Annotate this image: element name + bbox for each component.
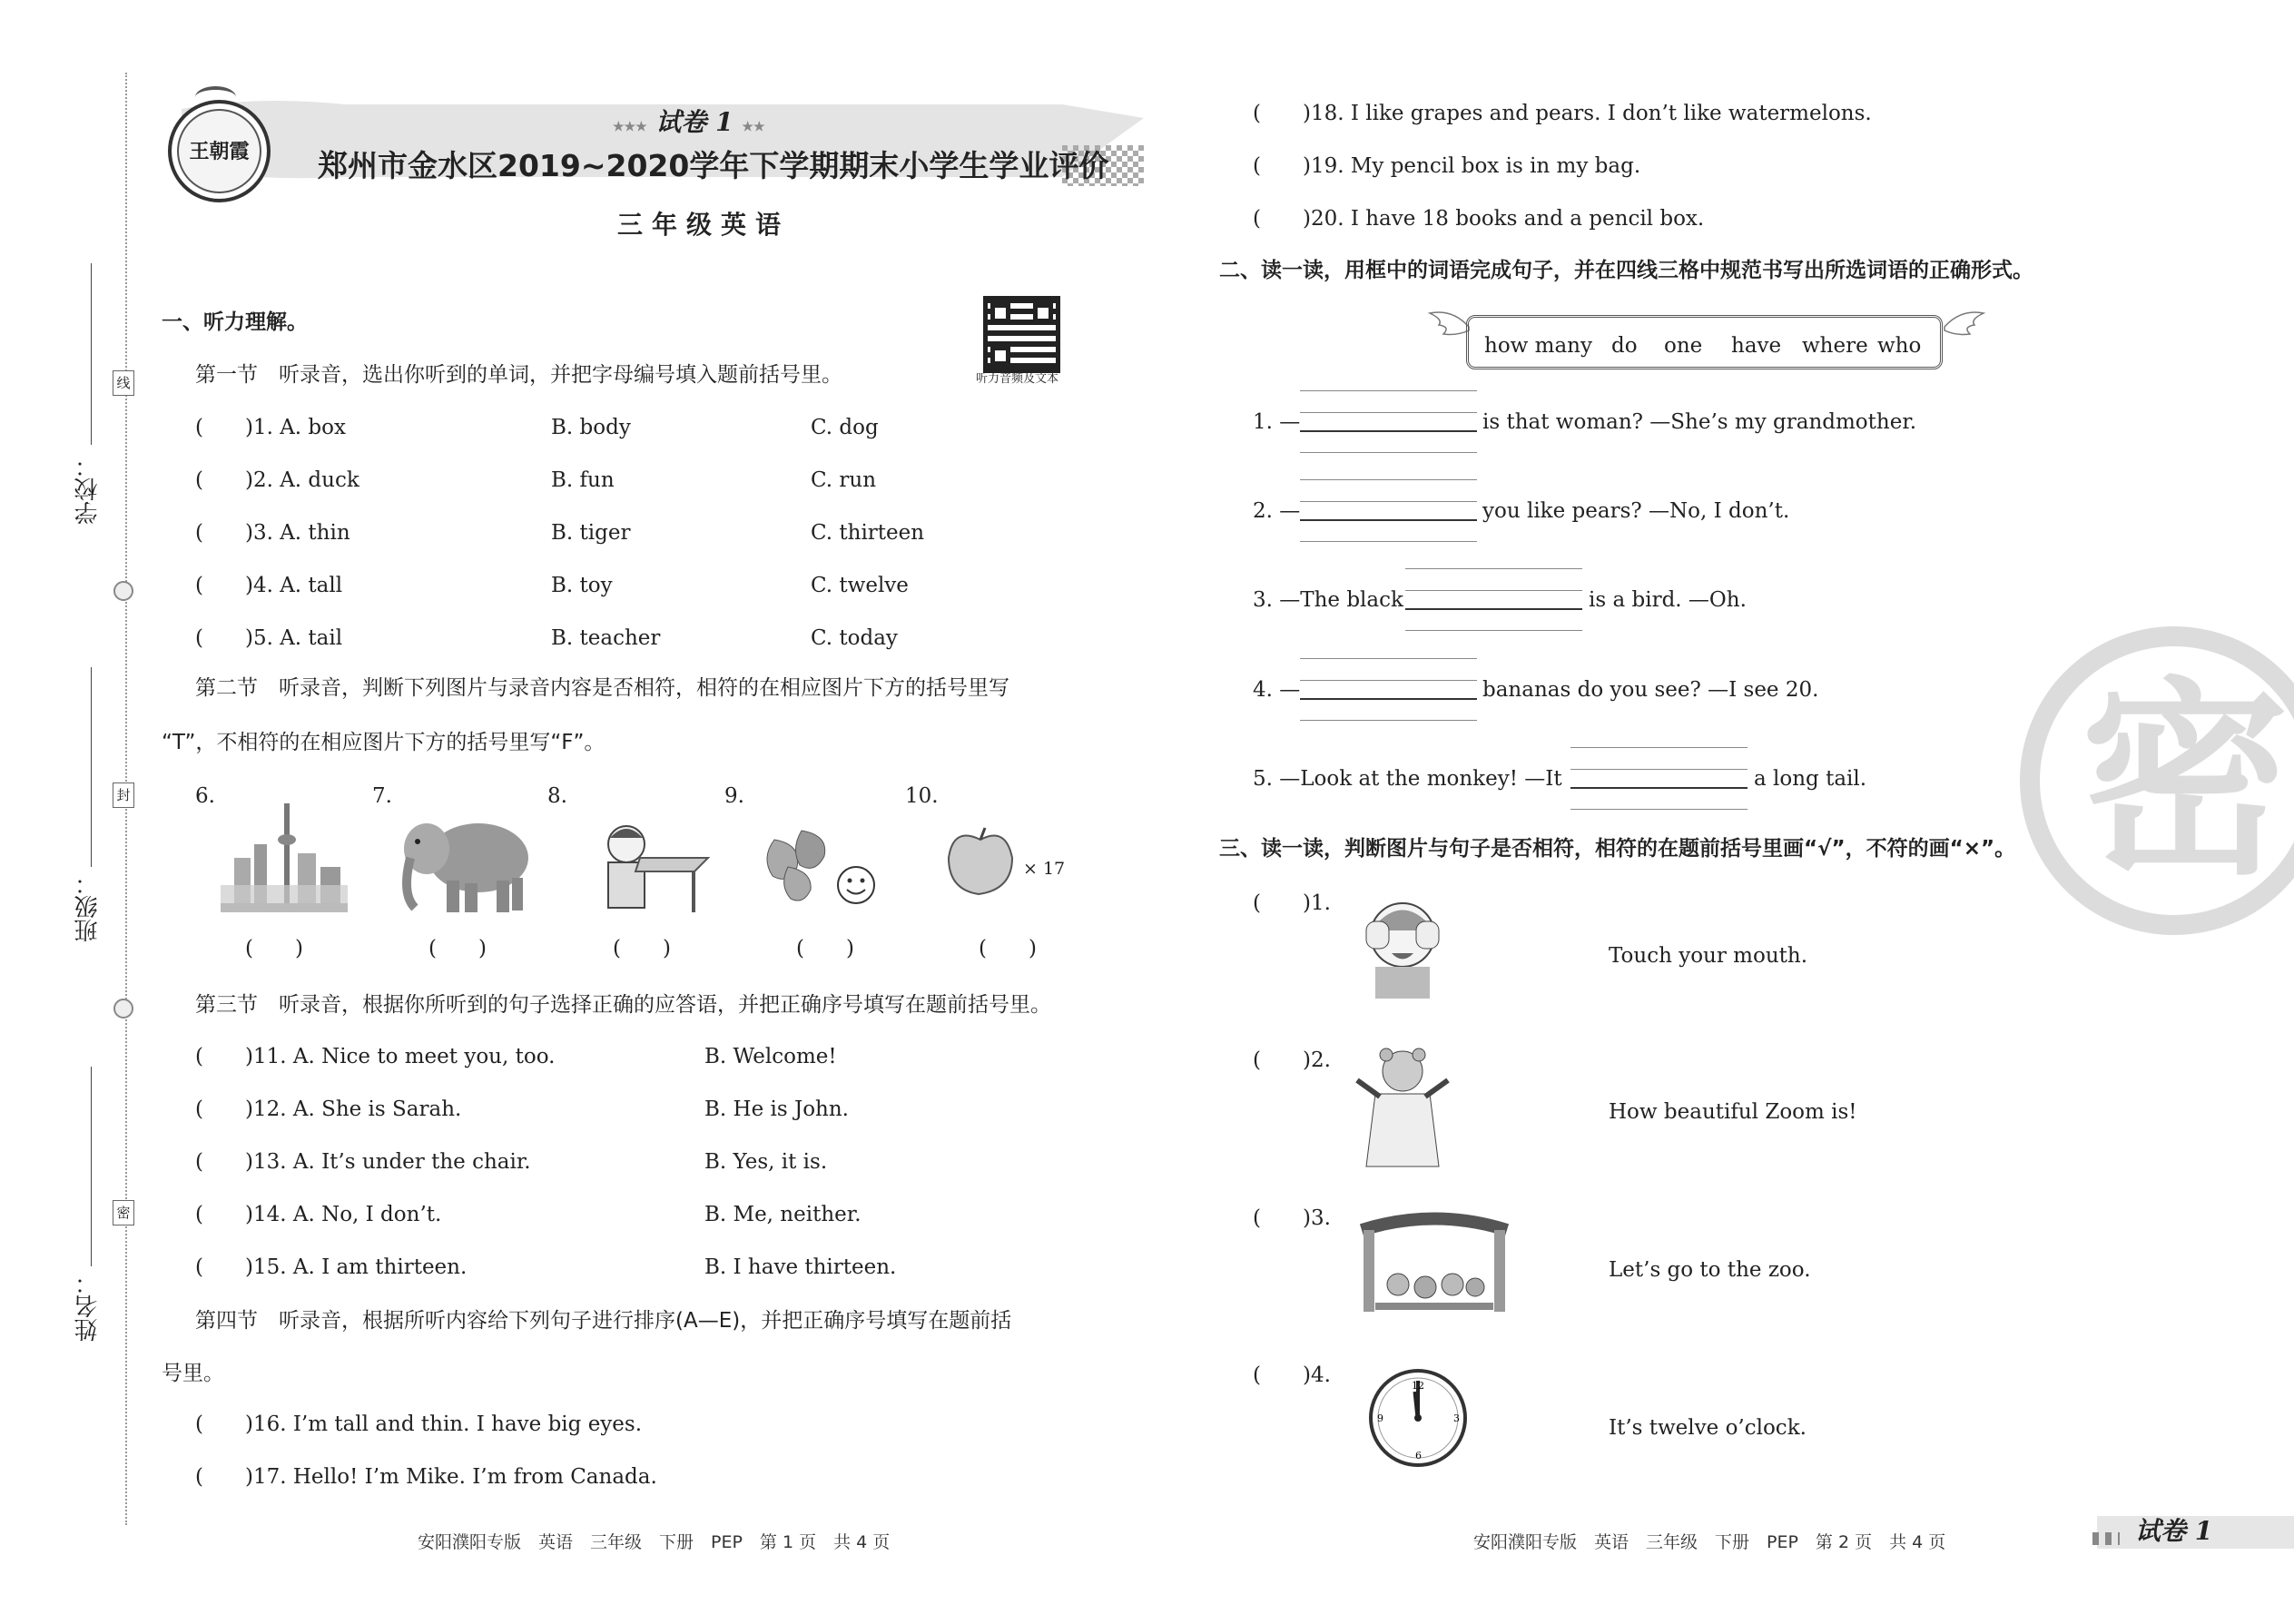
boy-desk-image bbox=[590, 822, 713, 917]
binding-mark-mi: 密 bbox=[113, 1200, 134, 1225]
zoom-bear-image bbox=[1353, 1044, 1452, 1171]
question-4-a: ( )4. A. tall bbox=[195, 574, 343, 597]
question-1-c: C. dog bbox=[811, 416, 879, 439]
binding-mark-feng: 封 bbox=[113, 782, 134, 808]
question-2-a: ( )2. A. duck bbox=[195, 468, 359, 492]
fill-item-1-pre: 1. — bbox=[1253, 410, 1301, 434]
sec2-instruction-1: 第二节 听录音，判断下列图片与录音内容是否相符，相符的在相应图片下方的括号里写 bbox=[195, 676, 1009, 700]
question-15-a: ( )15. A. I am thirteen. bbox=[195, 1255, 468, 1279]
judge-item-4-num: ( )4. bbox=[1253, 1363, 1331, 1387]
binding-mark-xian: 线 bbox=[113, 370, 134, 396]
sec4-instruction-1: 第四节 听录音，根据所听内容给下列句子进行排序(A—E)，并把正确序号填写在题前括 bbox=[195, 1309, 1012, 1333]
sec1-instruction: 第一节 听录音，选出你听到的单词，并把字母编号填入题前括号里。 bbox=[195, 363, 842, 387]
judge-item-2-num: ( )2. bbox=[1253, 1048, 1331, 1072]
footer-right: 安阳濮阳专版 英语 三年级 下册 PEP 第 2 页 共 4 页 bbox=[1473, 1532, 1946, 1552]
paper-label: ★★★ 试卷 1 ★★ bbox=[613, 107, 765, 137]
question-2-c: C. run bbox=[811, 468, 877, 492]
subject-title: 三年级英语 bbox=[617, 210, 791, 240]
question-13-a: ( )13. A. It’s under the chair. bbox=[195, 1150, 531, 1174]
school-field[interactable] bbox=[91, 263, 92, 445]
fill-item-5-pre: 5. —Look at the monkey! —It bbox=[1253, 767, 1562, 791]
strawberries-smiley-image bbox=[747, 803, 883, 908]
question-11-a: ( )11. A. Nice to meet you, too. bbox=[195, 1045, 556, 1068]
word-have: have bbox=[1731, 334, 1782, 358]
sec2-instruction-2: “T”，不相符的在相应图片下方的括号里写“F”。 bbox=[162, 731, 605, 754]
class-field[interactable] bbox=[91, 667, 92, 867]
footer-left: 安阳濮阳专版 英语 三年级 下册 PEP 第 1 页 共 4 页 bbox=[418, 1532, 891, 1552]
question-20: ( )20. I have 18 books and a pencil box. bbox=[1253, 207, 1705, 231]
question-3-b: B. tiger bbox=[551, 521, 631, 545]
seal-char: 密 bbox=[2080, 661, 2289, 903]
picture-paren-8[interactable]: ( ) bbox=[613, 937, 671, 960]
zoo-gate-image bbox=[1353, 1207, 1516, 1316]
picture-label-8: 8. bbox=[547, 784, 567, 808]
picture-label-6: 6. bbox=[195, 784, 215, 808]
judge-item-2-sentence: How beautiful Zoom is! bbox=[1609, 1100, 1857, 1124]
svg-text:9: 9 bbox=[1377, 1412, 1383, 1424]
secret-seal bbox=[2020, 626, 2294, 935]
svg-text:3: 3 bbox=[1453, 1412, 1460, 1424]
picture-label-9: 9. bbox=[724, 784, 744, 808]
question-11-b: B. Welcome! bbox=[704, 1045, 837, 1068]
judge-item-1-sentence: Touch your mouth. bbox=[1609, 944, 1808, 968]
question-15-b: B. I have thirteen. bbox=[704, 1255, 897, 1279]
exam-title: 郑州市金水区2019~2020学年下学期期末小学生学业评价 bbox=[318, 148, 1109, 183]
question-17: ( )17. Hello! I’m Mike. I’m from Canada. bbox=[195, 1465, 657, 1489]
sec4-instruction-2: 号里。 bbox=[162, 1362, 224, 1385]
question-1-b: B. body bbox=[551, 416, 631, 439]
question-3-a: ( )3. A. thin bbox=[195, 521, 350, 545]
part3-heading: 三、读一读，判断图片与句子是否相符，相符的在题前括号里画“√”，不符的画“×”。 bbox=[1219, 837, 2016, 861]
fill-item-4-post: bananas do you see? —I see 20. bbox=[1482, 678, 1819, 702]
question-14-a: ( )14. A. No, I don’t. bbox=[195, 1203, 442, 1226]
class-label: 班级： bbox=[74, 871, 102, 942]
svg-text:12: 12 bbox=[1412, 1380, 1424, 1392]
footer-checker-icon bbox=[2092, 1532, 2120, 1545]
logo-crown-icon bbox=[195, 86, 236, 108]
word-who: who bbox=[1877, 334, 1922, 358]
word-box-wing-right-icon bbox=[1943, 309, 1988, 345]
writing-lines-4[interactable] bbox=[1300, 658, 1477, 723]
question-2-b: B. fun bbox=[551, 468, 615, 492]
fill-item-2-pre: 2. — bbox=[1253, 499, 1301, 523]
logo-emblem bbox=[168, 100, 271, 202]
fill-item-4-pre: 4. — bbox=[1253, 678, 1301, 702]
part1-heading: 一、听力理解。 bbox=[162, 310, 308, 334]
question-3-c: C. thirteen bbox=[811, 521, 925, 545]
apple-image bbox=[944, 826, 1017, 899]
question-12-a: ( )12. A. She is Sarah. bbox=[195, 1097, 462, 1121]
binding-knot-icon bbox=[113, 999, 133, 1019]
part2-heading: 二、读一读，用框中的词语完成句子，并在四线三格中规范书写出所选词语的正确形式。 bbox=[1219, 259, 2033, 282]
word-where: where bbox=[1802, 334, 1868, 358]
binding-knot-icon bbox=[113, 581, 133, 601]
judge-item-3-num: ( )3. bbox=[1253, 1206, 1331, 1230]
name-field[interactable] bbox=[91, 1067, 92, 1266]
fill-item-5-post: a long tail. bbox=[1754, 767, 1867, 791]
logo-text: 王朝霞 bbox=[189, 141, 250, 163]
picture-paren-9[interactable]: ( ) bbox=[796, 937, 854, 960]
qr-code[interactable] bbox=[983, 296, 1060, 373]
question-1-a: ( )1. A. box bbox=[195, 416, 346, 439]
apple-times: × 17 bbox=[1023, 859, 1066, 879]
writing-lines-5[interactable] bbox=[1570, 747, 1748, 812]
picture-paren-6[interactable]: ( ) bbox=[245, 937, 303, 960]
fill-item-2-post: you like pears? —No, I don’t. bbox=[1482, 499, 1790, 523]
question-19: ( )19. My pencil box is in my bag. bbox=[1253, 154, 1641, 178]
city-skyline-image bbox=[216, 790, 352, 917]
fill-item-3-pre: 3. —The black bbox=[1253, 588, 1403, 612]
question-16: ( )16. I’m tall and thin. I have big eyes. bbox=[195, 1412, 643, 1436]
sec3-instruction: 第三节 听录音，根据你所听到的句子选择正确的应答语，并把正确序号填写在题前括号里。 bbox=[195, 993, 1051, 1017]
word-one: one bbox=[1664, 334, 1703, 358]
boy-covering-eyes-image bbox=[1348, 894, 1457, 999]
question-4-b: B. toy bbox=[551, 574, 613, 597]
name-label: 姓名： bbox=[74, 1271, 102, 1342]
picture-label-10: 10. bbox=[905, 784, 939, 808]
judge-item-1-num: ( )1. bbox=[1253, 891, 1331, 915]
picture-paren-10[interactable]: ( ) bbox=[979, 937, 1037, 960]
question-5-a: ( )5. A. tail bbox=[195, 626, 343, 650]
writing-lines-3[interactable] bbox=[1405, 568, 1582, 634]
word-box-wing-left-icon bbox=[1425, 309, 1471, 345]
school-label: 学校： bbox=[74, 454, 102, 525]
writing-lines-1[interactable] bbox=[1300, 390, 1477, 456]
word-do: do bbox=[1611, 334, 1638, 358]
word-how-many: how many bbox=[1484, 334, 1592, 358]
judge-item-3-sentence: Let’s go to the zoo. bbox=[1609, 1258, 1811, 1282]
question-13-b: B. Yes, it is. bbox=[704, 1150, 828, 1174]
fill-item-1-post: is that woman? —She’s my grandmother. bbox=[1482, 410, 1917, 434]
elephant-image bbox=[392, 812, 537, 917]
question-4-c: C. twelve bbox=[811, 574, 909, 597]
clock-icon bbox=[1366, 1366, 1471, 1471]
question-14-b: B. Me, neither. bbox=[704, 1203, 861, 1226]
picture-label-7: 7. bbox=[372, 784, 392, 808]
writing-lines-2[interactable] bbox=[1300, 479, 1477, 545]
question-18: ( )18. I like grapes and pears. I don’t like watermelons. bbox=[1253, 102, 1872, 125]
qr-caption: 听力音频及文本 bbox=[976, 372, 1059, 386]
question-5-b: B. teacher bbox=[551, 626, 661, 650]
picture-paren-7[interactable]: ( ) bbox=[428, 937, 487, 960]
svg-text:6: 6 bbox=[1415, 1450, 1422, 1462]
footer-badge: 试卷 1 bbox=[2135, 1516, 2213, 1546]
question-5-c: C. today bbox=[811, 626, 898, 650]
question-12-b: B. He is John. bbox=[704, 1097, 849, 1121]
fill-item-3-post: is a bird. —Oh. bbox=[1589, 588, 1747, 612]
judge-item-4-sentence: It’s twelve o’clock. bbox=[1609, 1416, 1807, 1440]
